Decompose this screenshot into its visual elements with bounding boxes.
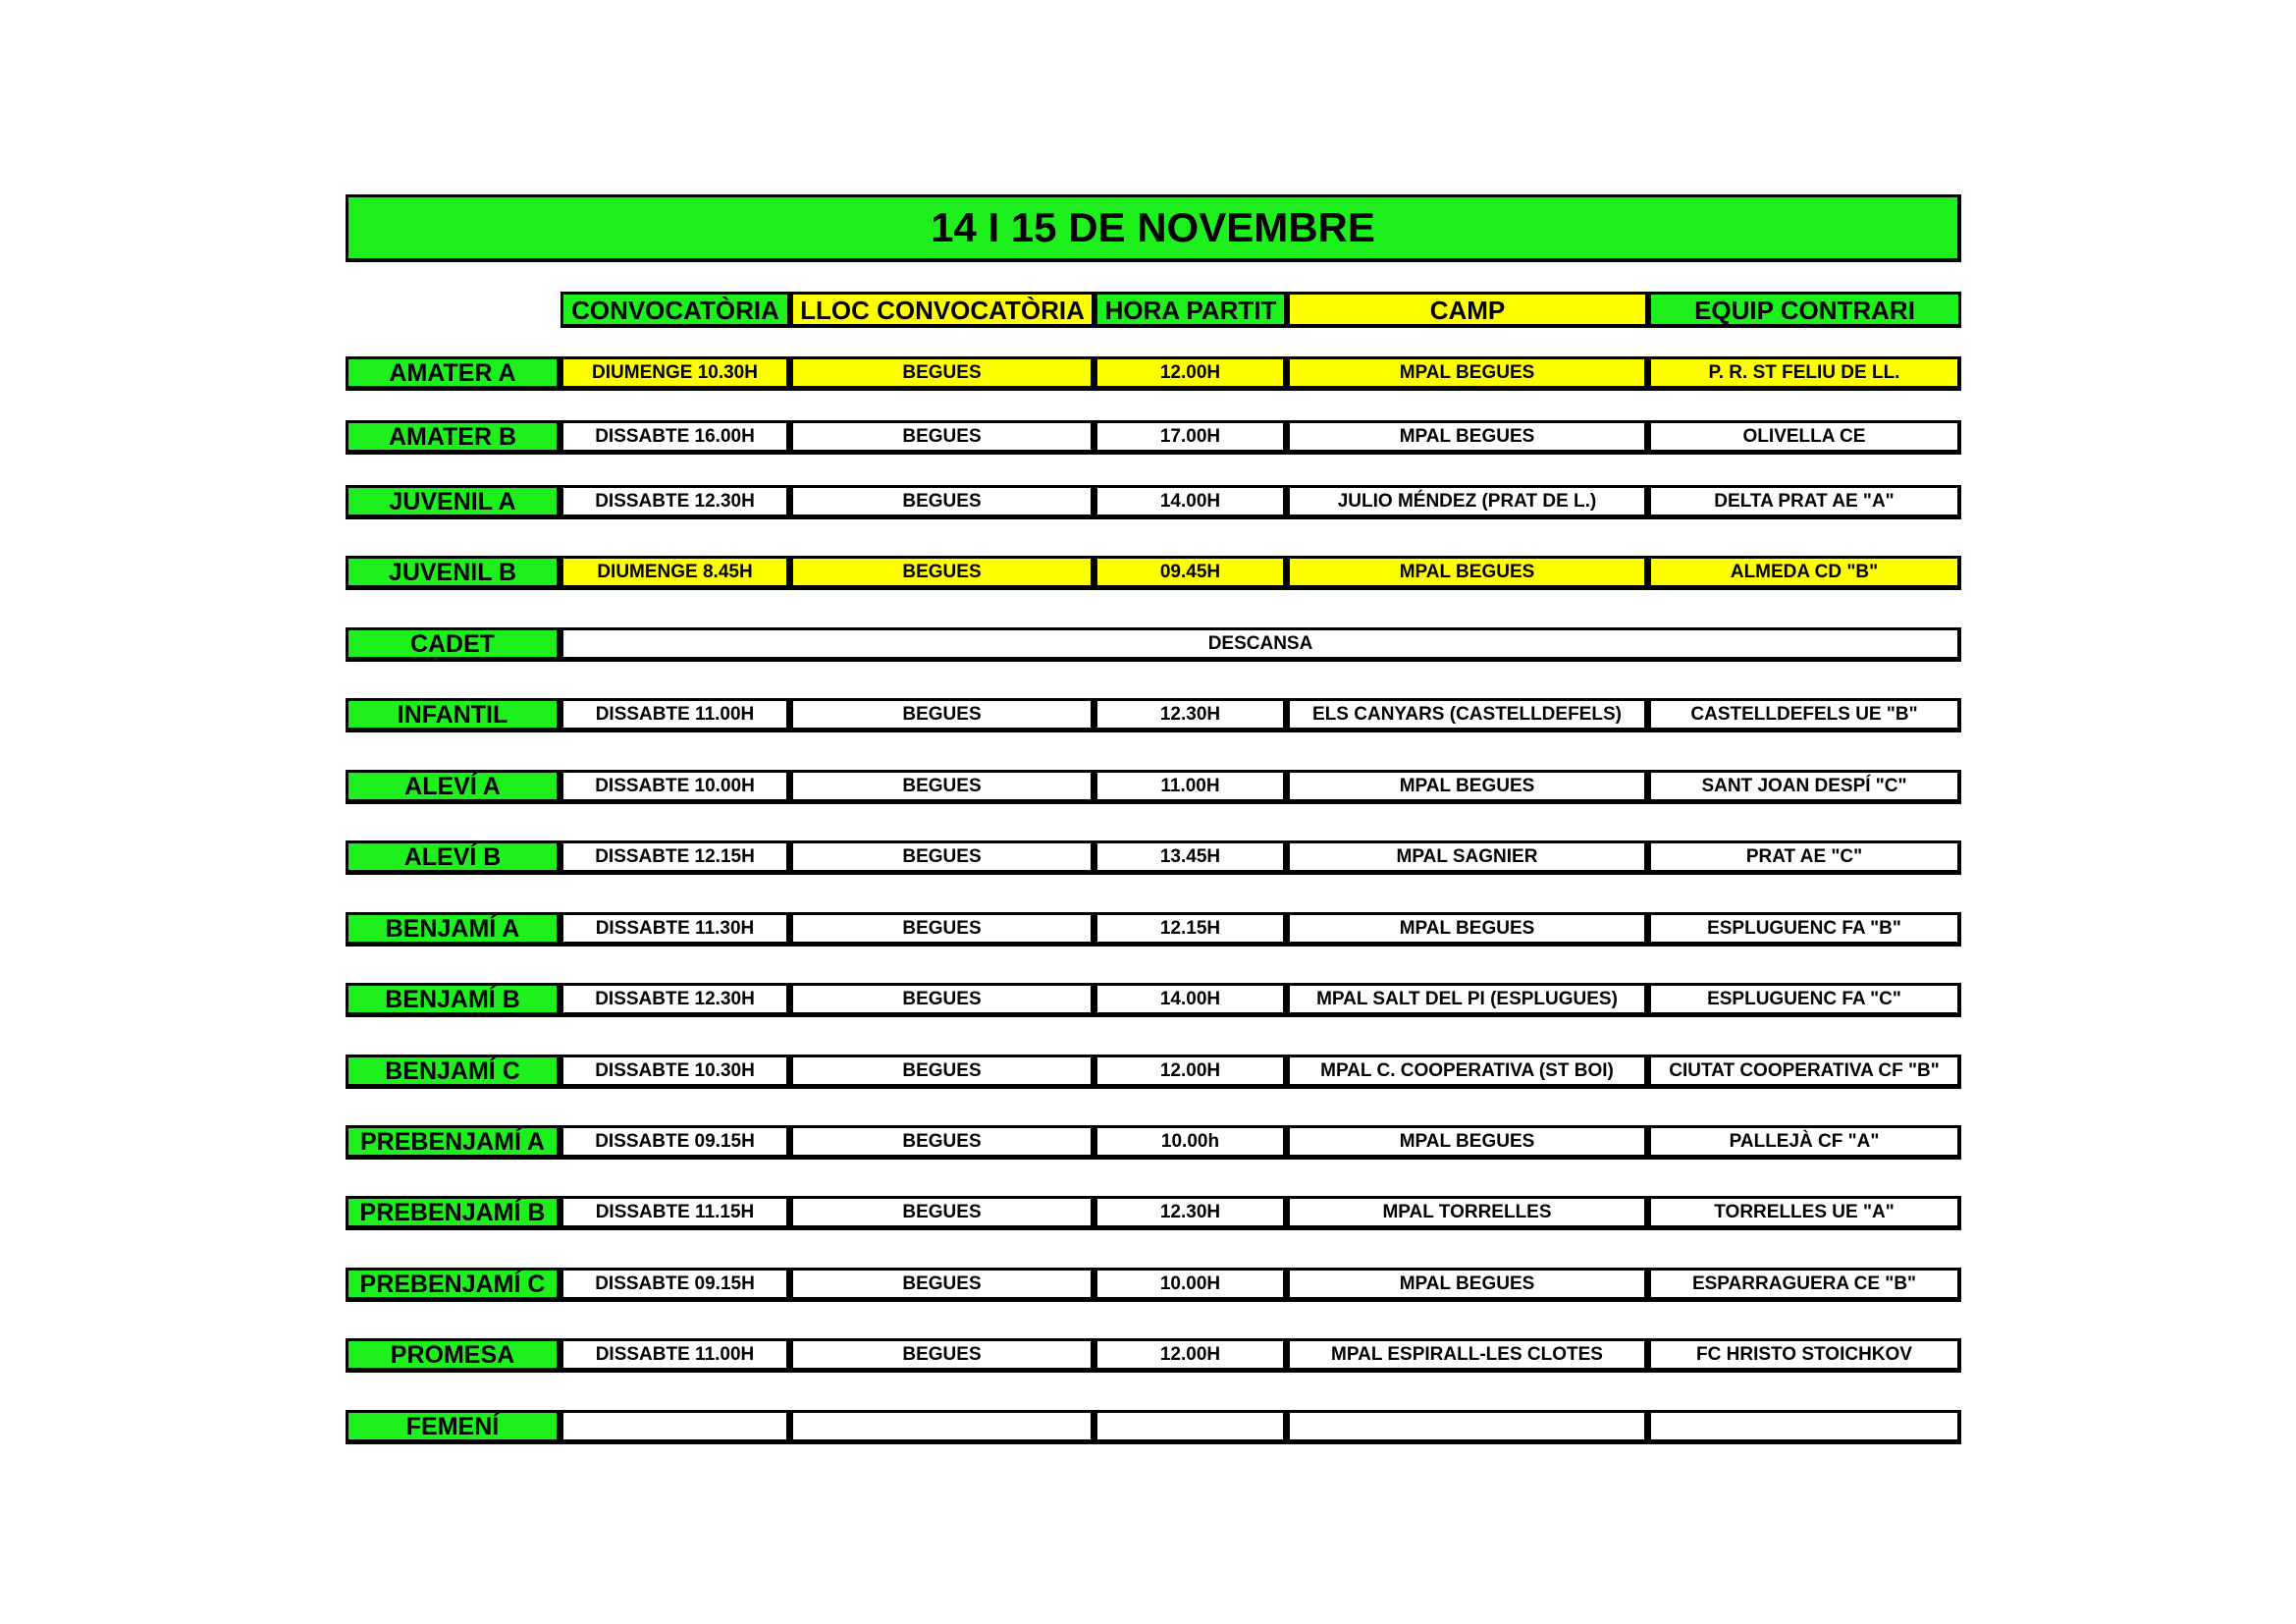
team-name: AMATER B xyxy=(346,420,561,455)
hora-cell: 12.00H xyxy=(1095,1055,1287,1089)
camp-cell: MPAL SALT DEL PI (ESPLUGUES) xyxy=(1287,983,1648,1017)
lloc-cell: BEGUES xyxy=(790,770,1095,804)
header-hora-partit: HORA PARTIT xyxy=(1095,292,1287,328)
lloc-cell: BEGUES xyxy=(790,356,1095,391)
team-name: JUVENIL A xyxy=(346,485,561,519)
convocatoria-cell: DISSABTE 09.15H xyxy=(561,1268,790,1302)
lloc-cell: BEGUES xyxy=(790,1125,1095,1160)
header-lloc-convocatoria: LLOC CONVOCATÒRIA xyxy=(790,292,1095,328)
team-name: AMATER A xyxy=(346,356,561,391)
convocatoria-cell: DISSABTE 12.30H xyxy=(561,485,790,519)
convocatoria-cell: DISSABTE 12.30H xyxy=(561,983,790,1017)
lloc-cell: BEGUES xyxy=(790,1196,1095,1230)
equip-cell xyxy=(1648,1410,1961,1444)
lloc-cell: BEGUES xyxy=(790,698,1095,732)
equip-cell: ALMEDA CD "B" xyxy=(1648,556,1961,590)
convocatoria-cell: DIUMENGE 10.30H xyxy=(561,356,790,391)
hora-cell: 12.15H xyxy=(1095,912,1287,947)
convocatoria-cell: DISSABTE 11.30H xyxy=(561,912,790,947)
camp-cell xyxy=(1287,1410,1648,1444)
equip-cell: CASTELLDEFELS UE "B" xyxy=(1648,698,1961,732)
lloc-cell: BEGUES xyxy=(790,420,1095,455)
camp-cell: MPAL BEGUES xyxy=(1287,1125,1648,1160)
equip-cell: DELTA PRAT AE "A" xyxy=(1648,485,1961,519)
team-name: BENJAMÍ C xyxy=(346,1055,561,1089)
lloc-cell: BEGUES xyxy=(790,1268,1095,1302)
team-name: PROMESA xyxy=(346,1338,561,1373)
convocatoria-cell: DISSABTE 11.15H xyxy=(561,1196,790,1230)
camp-cell: MPAL BEGUES xyxy=(1287,770,1648,804)
team-name: PREBENJAMÍ C xyxy=(346,1268,561,1302)
lloc-cell: BEGUES xyxy=(790,983,1095,1017)
equip-cell: PRAT AE "C" xyxy=(1648,840,1961,875)
convocatoria-cell xyxy=(561,1410,790,1444)
equip-cell: SANT JOAN DESPÍ "C" xyxy=(1648,770,1961,804)
hora-cell: 10.00H xyxy=(1095,1268,1287,1302)
equip-cell: ESPLUGUENC FA "C" xyxy=(1648,983,1961,1017)
page-title: 14 I 15 DE NOVEMBRE xyxy=(346,194,1961,262)
lloc-cell: BEGUES xyxy=(790,1055,1095,1089)
descansa-cell: DESCANSA xyxy=(561,627,1961,662)
camp-cell: JULIO MÉNDEZ (PRAT DE L.) xyxy=(1287,485,1648,519)
hora-cell xyxy=(1095,1410,1287,1444)
team-name: BENJAMÍ B xyxy=(346,983,561,1017)
lloc-cell: BEGUES xyxy=(790,556,1095,590)
hora-cell: 11.00H xyxy=(1095,770,1287,804)
camp-cell: MPAL BEGUES xyxy=(1287,356,1648,391)
convocatoria-cell: DISSABTE 11.00H xyxy=(561,1338,790,1373)
equip-cell: TORRELLES UE "A" xyxy=(1648,1196,1961,1230)
equip-cell: P. R. ST FELIU DE LL. xyxy=(1648,356,1961,391)
convocatoria-cell: DISSABTE 10.30H xyxy=(561,1055,790,1089)
camp-cell: MPAL BEGUES xyxy=(1287,556,1648,590)
lloc-cell: BEGUES xyxy=(790,485,1095,519)
equip-cell: OLIVELLA CE xyxy=(1648,420,1961,455)
team-name: FEMENÍ xyxy=(346,1410,561,1444)
hora-cell: 09.45H xyxy=(1095,556,1287,590)
team-name: PREBENJAMÍ B xyxy=(346,1196,561,1230)
convocatoria-cell: DISSABTE 11.00H xyxy=(561,698,790,732)
equip-cell: FC HRISTO STOICHKOV xyxy=(1648,1338,1961,1373)
convocatoria-cell: DISSABTE 09.15H xyxy=(561,1125,790,1160)
team-name: INFANTIL xyxy=(346,698,561,732)
convocatoria-cell: DISSABTE 16.00H xyxy=(561,420,790,455)
convocatoria-cell: DISSABTE 10.00H xyxy=(561,770,790,804)
hora-cell: 10.00h xyxy=(1095,1125,1287,1160)
convocatoria-cell: DIUMENGE 8.45H xyxy=(561,556,790,590)
hora-cell: 13.45H xyxy=(1095,840,1287,875)
team-name: CADET xyxy=(346,627,561,662)
lloc-cell: BEGUES xyxy=(790,912,1095,947)
camp-cell: MPAL ESPIRALL-LES CLOTES xyxy=(1287,1338,1648,1373)
team-name: ALEVÍ B xyxy=(346,840,561,875)
team-name: ALEVÍ A xyxy=(346,770,561,804)
camp-cell: MPAL SAGNIER xyxy=(1287,840,1648,875)
team-name: JUVENIL B xyxy=(346,556,561,590)
camp-cell: MPAL C. COOPERATIVA (ST BOI) xyxy=(1287,1055,1648,1089)
hora-cell: 12.30H xyxy=(1095,1196,1287,1230)
equip-cell: CIUTAT COOPERATIVA CF "B" xyxy=(1648,1055,1961,1089)
lloc-cell xyxy=(790,1410,1095,1444)
header-convocatoria: CONVOCATÒRIA xyxy=(561,292,790,328)
hora-cell: 12.30H xyxy=(1095,698,1287,732)
header-equip-contrari: EQUIP CONTRARI xyxy=(1648,292,1961,328)
convocatoria-cell: DISSABTE 12.15H xyxy=(561,840,790,875)
lloc-cell: BEGUES xyxy=(790,840,1095,875)
hora-cell: 17.00H xyxy=(1095,420,1287,455)
lloc-cell: BEGUES xyxy=(790,1338,1095,1373)
camp-cell: MPAL BEGUES xyxy=(1287,912,1648,947)
hora-cell: 14.00H xyxy=(1095,485,1287,519)
equip-cell: ESPLUGUENC FA "B" xyxy=(1648,912,1961,947)
hora-cell: 12.00H xyxy=(1095,356,1287,391)
hora-cell: 14.00H xyxy=(1095,983,1287,1017)
header-camp: CAMP xyxy=(1287,292,1648,328)
camp-cell: ELS CANYARS (CASTELLDEFELS) xyxy=(1287,698,1648,732)
team-name: PREBENJAMÍ A xyxy=(346,1125,561,1160)
camp-cell: MPAL BEGUES xyxy=(1287,420,1648,455)
camp-cell: MPAL BEGUES xyxy=(1287,1268,1648,1302)
equip-cell: ESPARRAGUERA CE "B" xyxy=(1648,1268,1961,1302)
hora-cell: 12.00H xyxy=(1095,1338,1287,1373)
camp-cell: MPAL TORRELLES xyxy=(1287,1196,1648,1230)
team-name: BENJAMÍ A xyxy=(346,912,561,947)
equip-cell: PALLEJÀ CF "A" xyxy=(1648,1125,1961,1160)
